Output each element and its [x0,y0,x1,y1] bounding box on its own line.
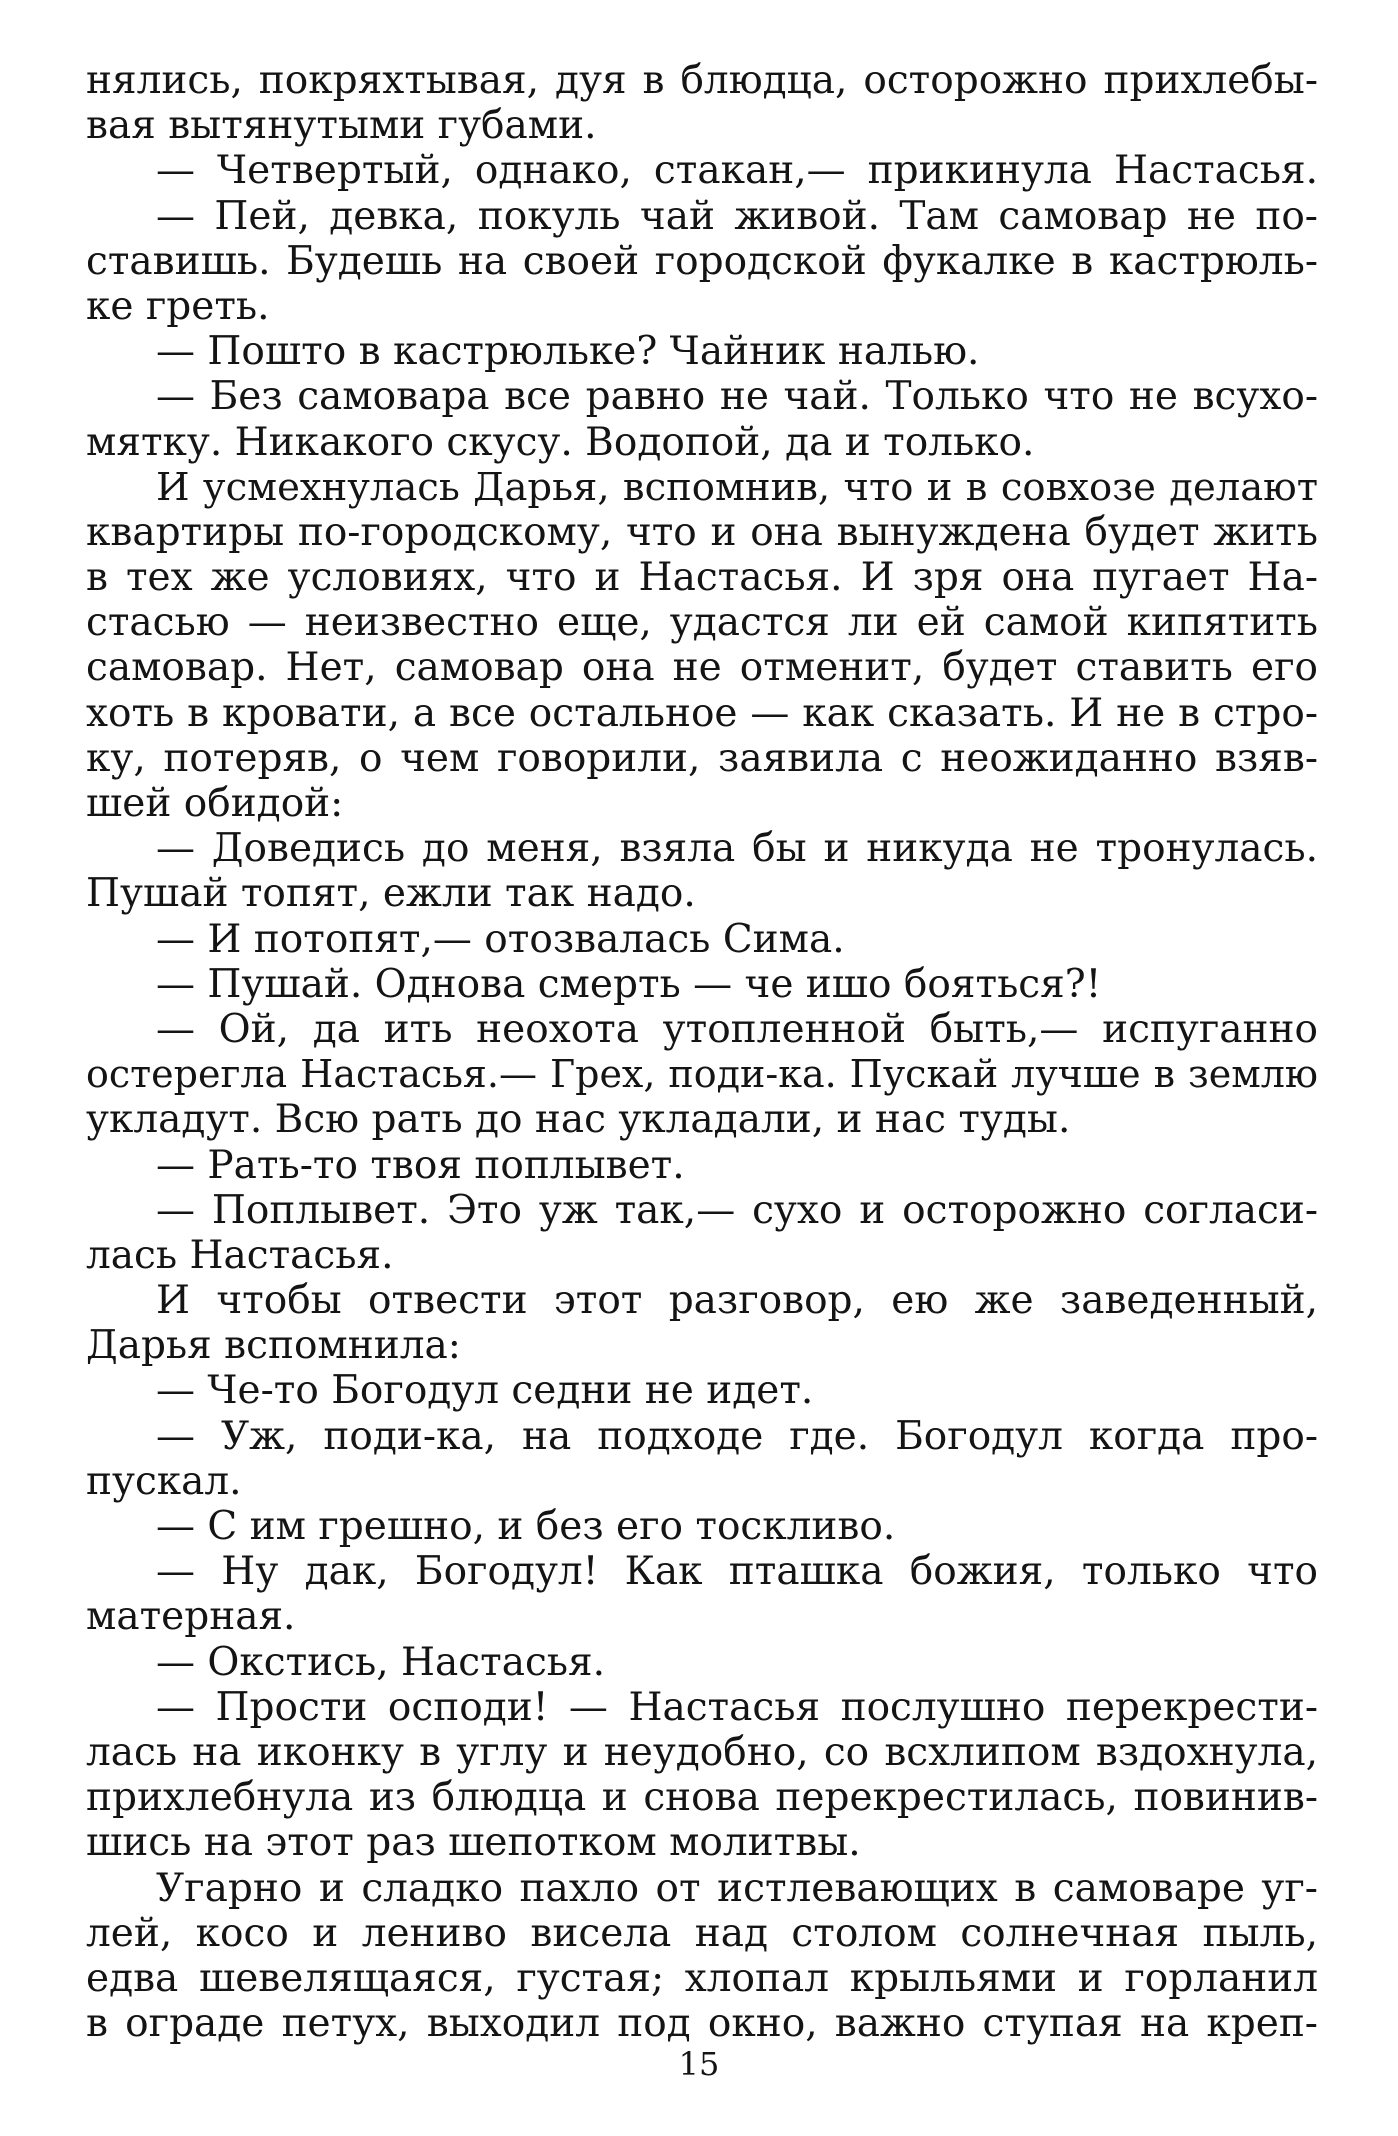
text-line: — Пушай. Однова смерть — че ишо бояться?! [156,961,1102,1007]
text-line: — Четвертый, однако, стакан,— прикинула Настасья. [156,148,1318,194]
text-line: ставишь. Будешь на своей городской фукалке в кастрюль- [86,238,1318,284]
text-line: матерная. [86,1594,296,1640]
text-line: — Доведись до меня, взяла бы и никуда не тронулась. [156,826,1318,872]
text-line: едва шевелящаяся, густая; хлопал крыльями и горланил [86,1955,1318,2001]
book-page-text [86,58,1318,2046]
text-line: хоть в кровати, а все остальное — как сказать. И не в стро- [86,690,1318,736]
text-line: Пушай топят, ежли так надо. [86,871,696,917]
text-line: самовар. Нет, самовар она не отменит, будет ставить его [86,645,1318,691]
text-line: — Уж, поди-ка, на подходе где. Богодул когда про- [156,1413,1318,1459]
text-line: И усмехнулась Дарья, вспомнив, что и в совхозе делают [156,464,1318,510]
text-line: — И потопят,— отозвалась Сима. [156,916,845,962]
text-line: — Окстись, Настасья. [156,1639,606,1685]
text-line: — Пей, девка, покуль чай живой. Там самовар не по- [156,193,1318,239]
text-line: в ограде петух, выходил под окно, важно ступая на креп- [86,2001,1318,2047]
text-line: — Без самовара все равно не чай. Только что не всухо- [156,374,1318,420]
text-line: Угарно и сладко пахло от истлевающих в самоваре уг- [156,1865,1318,1911]
text-line: ке греть. [86,283,270,329]
text-line: прихлебнула из блюдца и снова перекрестилась, повинив- [86,1775,1318,1821]
text-line: — С им грешно, и без его тоскливо. [156,1504,896,1549]
text-line: — Ну дак, Богодул! Как пташка божия, только что [156,1549,1318,1595]
text-line: лась Настасья. [86,1232,394,1278]
text-line: остерегла Настасья.— Грех, поди-ка. Пускай лучше в землю [86,1052,1318,1097]
text-line: в тех же условиях, что и Настасья. И зря она пугает На- [86,555,1318,601]
page-number: 15 [678,2045,720,2083]
text-line: лей, косо и лениво висела над столом солнечная пыль, [86,1910,1318,1956]
text-line: ку, потеряв, о чем говорили, заявила с неожиданно взяв- [86,735,1318,781]
text-line: И чтобы отвести этот разговор, ею же заведенный, [156,1278,1318,1324]
text-line: стасью — неизвестно еще, удастся ли ей самой кипятить [86,600,1318,646]
text-line: лась на иконку в углу и неудобно, со всхлипом вздохнула, [86,1729,1318,1775]
text-line: квартиры по-городскому, что и она вынуждена будет жить [86,509,1318,555]
text-line: вая вытянутыми губами. [86,103,597,149]
text-line: — Ой, да ить неохота утопленной быть,— испуганно [156,1006,1318,1052]
text-line: — Че-то Богодул седни не идет. [156,1368,814,1414]
text-line: пускал. [86,1458,242,1504]
text-line: Дарья вспомнила: [86,1323,461,1369]
text-line: шись на этот раз шепотком молитвы. [86,1820,861,1866]
text-line: — Пошто в кастрюльке? Чайник налью. [156,329,980,375]
text-line: нялись, покряхтывая, дуя в блюдца, осторожно прихлебы- [86,58,1318,103]
text-line: — Рать-то твоя поплывет. [156,1142,685,1188]
text-line: мятку. Никакого скусу. Водопой, да и только. [86,419,1035,465]
text-line: шей обидой: [86,781,344,826]
text-line: — Прости осподи! — Настасья послушно перекрести- [156,1684,1318,1730]
text-line: укладут. Всю рать до нас укладали, и нас туды. [86,1097,1071,1143]
text-line: — Поплывет. Это уж так,— сухо и осторожно согласи- [156,1187,1318,1233]
